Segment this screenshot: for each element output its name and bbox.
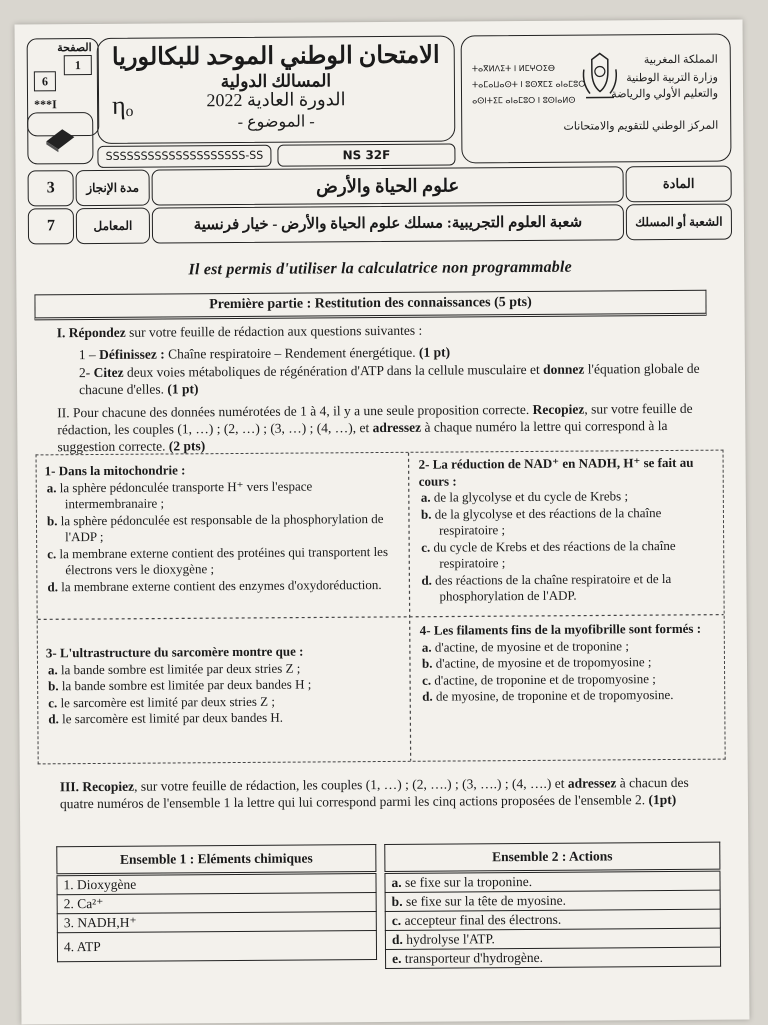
exam-title: الامتحان الوطني الموحد للبكالوريا (111, 42, 440, 71)
ensemble-1-table (56, 844, 377, 962)
ensemble-2-item: b. se fixe sur la tête de myosine. (385, 890, 720, 911)
code-right: NS 32F (277, 143, 455, 166)
track-name: شعبة العلوم التجريبية: مسلك علوم الحياة والأرض - خيار فرنسية (152, 204, 624, 243)
q2-block-4: 4- Les filaments fins de la myofibrille sont formés : a. d'actine, de myosine et de troponine ; b. d'actine, de myosine et de tropomyosine ; c. d'actine, de troponine et de tropomyosine ; d. de myosine, de troponine et de tropomyosine. (419, 620, 702, 704)
org-line-2: وزارة التربية الوطنية (626, 71, 718, 85)
q1-intro: I. Répondez sur votre feuille de rédaction aux questions suivantes : (56, 322, 423, 341)
session-label: الدورة العادية 2022 (206, 89, 346, 111)
exam-sheet (15, 19, 750, 1024)
ensemble-1-item: 3. NADH,H⁺ (57, 912, 376, 933)
page-label: الصفحة (57, 42, 92, 55)
coef-label: المعامل (76, 208, 150, 245)
exam-title-box (97, 35, 456, 143)
logo-box (27, 112, 93, 164)
org-line-4: المركز الوطني للتقويم والامتحانات (563, 119, 719, 133)
stars-mark: ***I (34, 97, 57, 112)
page-number: 1 (64, 55, 92, 75)
eta-mark: ηₒ (111, 90, 134, 120)
ensemble-2-item: e. transporteur d'hydrogène. (385, 947, 720, 968)
code-left: SSSSSSSSSSSSSSSSSSSS-SS (97, 145, 271, 168)
subject-name: علوم الحياة والأرض (152, 166, 624, 205)
track-field-label: الشعبة أو المسلك (626, 204, 732, 241)
ensemble-2-item: d. hydrolyse l'ATP. (385, 928, 720, 949)
org-line-1: المملكة المغربية (643, 53, 718, 67)
q2-intro: II. Pour chacune des données numérotées de 1 à 4, il y a une seule proposition correcte. Recopiez, sur votre feuille de rédaction, les couples (1, …) ; (2, …) ; (3, …) ; (4, …), et adressez à chaque numéro la lettre qui correspond à la suggestion correcte. (2 pts) (57, 400, 693, 455)
tifinagh-line-1: ⵜⴰⴳⵍⴷⵉⵜ ⵏ ⵍⵎⵖⵔⵉⴱ (471, 63, 555, 74)
ensemble-1-item: 4. ATP (57, 931, 376, 962)
part1-title: Première partie : Restitution des connaissances (5 pts) (34, 290, 706, 321)
ensemble-2-title: Ensemble 2 : Actions (385, 842, 720, 872)
ensemble-1-title: Ensemble 1 : Eléments chimiques (57, 845, 376, 875)
ensemble-1-item: 2. Ca²⁺ (57, 893, 376, 914)
q2-block-2: 2- La réduction de NAD⁺ en NADH, H⁺ se fait au cours : a. de la glycolyse et du cycle de Krebs ; b. de la glycolyse et des réactions de la chaîne respiratoire ; c. du cycle de Krebs et des réactions de la chaîne respiratoire ; d. des réactions de la chaîne respiratoire et de la phosphorylation de l'ADP. (418, 454, 694, 604)
q2-block-1: 1- Dans la mitochondrie : a. la sphère pédonculée transporte H⁺ vers l'espace intermembranaire ; b. la sphère pédonculée est responsable de la phosphorylation de l'ADP ; c. la membrane externe contient des protéines qui transportent les électrons vers le dioxygène ; d. la membrane externe contient des enzymes d'oxydoréduction. (44, 462, 389, 594)
q2-grid (36, 450, 726, 765)
book-icon (28, 113, 92, 163)
q3-intro: III. Recopiez, sur votre feuille de rédaction, les couples (1, …) ; (2, ….) ; (3, ….) ; (4, ….) et adressez à chacun des quatre numéros de l'ensemble 1 la lettre qui lui correspond parmi les cinq actions proposées de l'ensemble 2. (1pt) (59, 774, 689, 812)
calculator-notice: Il est permis d'utiliser la calculatrice non programmable (188, 258, 572, 279)
coef-value: 7 (28, 208, 74, 244)
q2-block-3: 3- L'ultrastructure du sarcomère montre que : a. la bande sombre est limitée par deux stries Z ; b. la bande sombre est limitée par deux bandes H ; c. le sarcomère est limité par deux stries Z ; d. le sarcomère est limité par deux bandes H. (45, 643, 312, 727)
ensemble-2-item: a. se fixe sur la troponine. (385, 870, 720, 892)
org-box (461, 34, 732, 164)
q1-item-2: 2- Citez deux voies métaboliques de régénération d'ATP dans la cellule musculaire et donnez l'équation globale de chacune d'elles. (1 pt) (78, 360, 700, 398)
tracks-label: المسالك الدولية (220, 71, 332, 92)
subject-label: - الموضوع - (237, 113, 315, 131)
subject-field-label: المادة (626, 166, 732, 203)
ensemble-1-item: 1. Dioxygène (57, 873, 376, 895)
org-line-3: والتعليم الأولي والرياضة (611, 87, 719, 101)
ensemble-2-item: c. accepteur final des électrons. (385, 909, 720, 930)
ensemble-2-table (384, 842, 721, 969)
q1-item-1: 1 – Définissez : Chaîne respiratoire – Rendement énergétique. (1 pt) (78, 344, 451, 363)
page-total: 6 (34, 71, 56, 91)
tifinagh-line-2: ⵜⴰⵎⴰⵡⴰⵙⵜ ⵏ ⵓⵙⴳⵎⵉ ⴰⵏⴰⵎⵓⵔ (471, 79, 586, 90)
tifinagh-line-3: ⴰⵙⵏⵜⵉⵎ ⴰⵏⴰⵎⵓⵔ ⵏ ⵓⵙⵏⴰⵍⵙ (472, 95, 576, 106)
duration-label: مدة الإنجاز (76, 170, 150, 207)
duration-value: 3 (28, 170, 74, 206)
